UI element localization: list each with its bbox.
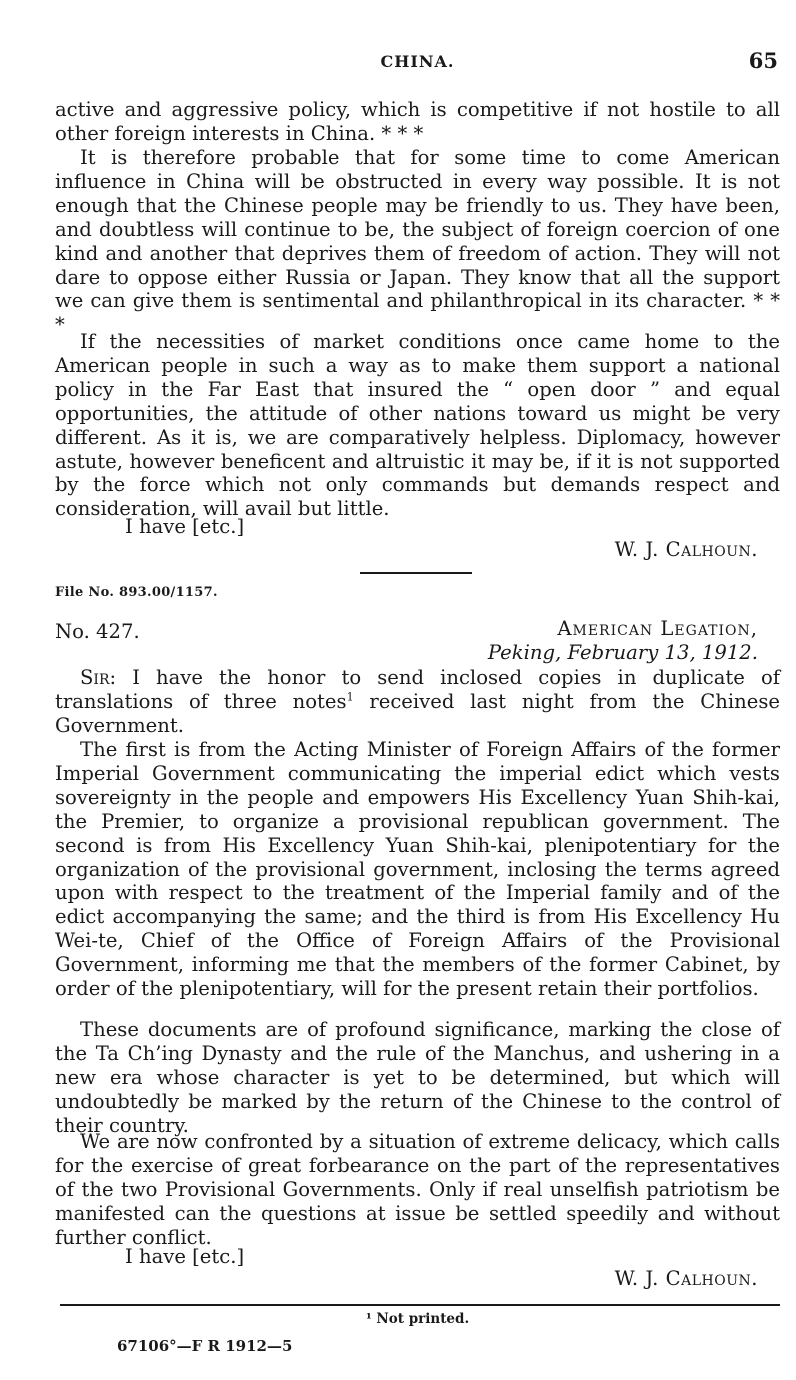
paragraph-1-text-b: received last night from the Chinese Government.: [55, 689, 780, 737]
dispatch-number: No. 427.: [55, 620, 140, 643]
letter2-signature: W. J. Calhoun.: [614, 1267, 758, 1290]
letter1-signature: W. J. Calhoun.: [614, 538, 758, 561]
footnote-marker: 1: [346, 690, 354, 704]
letter1-paragraph-2: It is therefore probable that for some time to come American influence in China will be obstructed in every way possible. It is not enough that the Chinese people may be friendly to us. They have been, and doubtless will continue to be, the subject of foreign coercion of one kind and another that deprives them of freedom of action. They will not dare to oppose either Russia or Japan. They know that all the support we can give them is sentimental and philanthropical in its character. * * *: [55, 146, 780, 337]
footnote: ¹ Not printed.: [365, 1311, 470, 1327]
running-title: CHINA.: [380, 52, 455, 71]
letter1-paragraph-3: If the necessities of market conditions once came home to the American people in such a way as to make them support a national policy in the Far East that insured the “ open door ” and equal opportunities, the attitude of other nations toward us might be very different. As it is, we are comparatively helpless. Diplomacy, however astute, however beneficent and altruistic it may be, if it is not supported by the force which not only commands but demands respect and consideration, will avail but little.: [55, 330, 780, 521]
section-divider: [360, 572, 472, 574]
page-number: 65: [748, 48, 778, 73]
paragraph-1-text-a: I have the honor to send inclosed copies in duplicate of translations of three notes: [55, 666, 780, 713]
letter1-closing: I have [etc.]: [125, 515, 245, 538]
letter2-closing: I have [etc.]: [125, 1245, 245, 1268]
letter2-paragraph-1: [55, 666, 780, 738]
place-date: Peking, February 13, 1912.: [487, 641, 758, 664]
file-number: File No. 893.00/1157.: [55, 585, 218, 600]
salutation: Sir:: [80, 666, 117, 689]
footnote-rule: [60, 1304, 780, 1306]
legation-heading: American Legation,: [557, 617, 758, 640]
print-code: 67106°—F R 1912—5: [117, 1337, 293, 1355]
letter1-paragraph-1: active and aggressive policy, which is competitive if not hostile to all other foreign interests in China. * * *: [55, 98, 780, 145]
letter2-paragraph-2: The first is from the Acting Minister of Foreign Affairs of the former Imperial Government communicating the imperial edict which vests sovereignty in the people and empowers His Excellency Yuan Shih-kai, the Premier, to organize a provisional republican government. The second is from His Excellency Yuan Shih-kai, plenipotentiary for the organization of the provisional government, inclosing the terms agreed upon with respect to the treatment of the Imperial family and of the edict accompanying the same; and the third is from His Excellency Hu Wei-te, Chief of the Office of Foreign Affairs of the Provisional Government, informing me that the members of the former Cabinet, by order of the plenipotentiary, will for the present retain their portfolios.: [55, 738, 780, 1001]
letter2-paragraph-4: We are now confronted by a situation of extreme delicacy, which calls for the exercise of great forbearance on the part of the representatives of the two Provisional Governments. Only if real unselfish patriotism be manifested can the questions at issue be settled speedily and without further conflict.: [55, 1130, 780, 1249]
page-header: [55, 50, 780, 78]
letter2-paragraph-3: These documents are of profound significance, marking the close of the Ta Ch’ing Dynasty and the rule of the Manchus, and ushering in a new era whose character is yet to be determined, but which will undoubtedly be marked by the return of the Chinese to the control of their country.: [55, 1018, 780, 1137]
document-page: [55, 0, 780, 1380]
